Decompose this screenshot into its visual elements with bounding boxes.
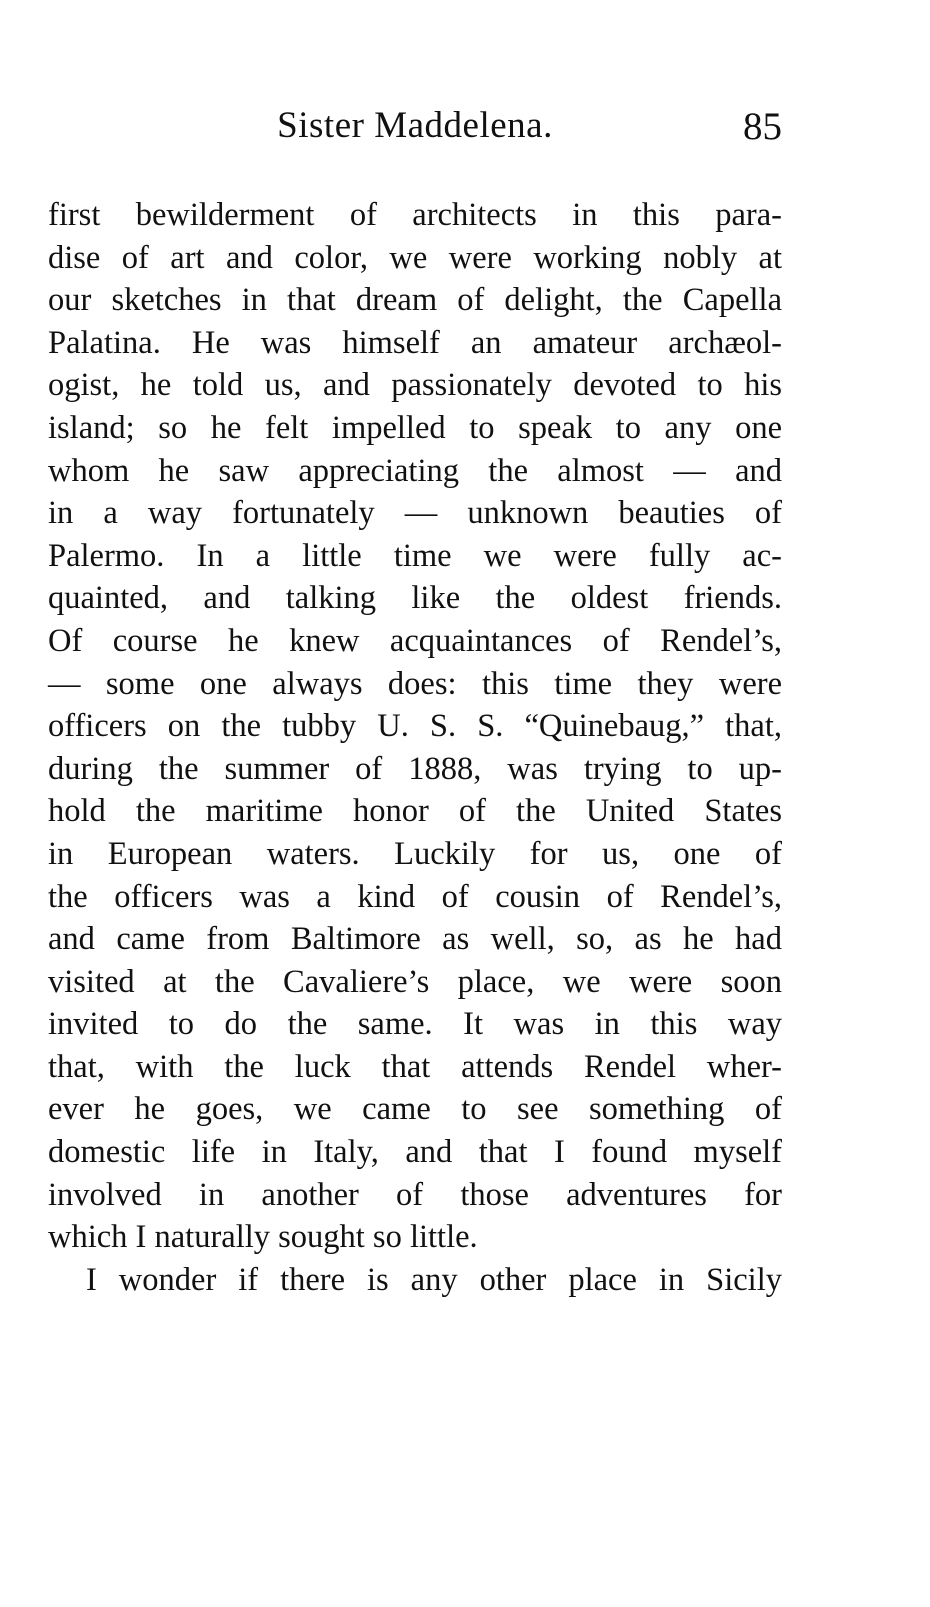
text-line: the officers was a kind of cousin of Rendel’s, bbox=[48, 878, 782, 915]
text-line: first bewilderment of architects in this para- bbox=[48, 197, 782, 233]
text-line: in European waters. Luckily for us, one of bbox=[48, 835, 782, 872]
text-line: island; so he felt impelled to speak to any one bbox=[48, 409, 782, 446]
page-number: 85 bbox=[743, 105, 782, 148]
text-line: our sketches in that dream of delight, the Capella bbox=[48, 282, 782, 319]
text-line: ogist, he told us, and passionately devoted to his bbox=[48, 367, 782, 404]
text-line: visited at the Cavaliere’s place, we were soon bbox=[48, 963, 782, 1000]
running-head bbox=[48, 104, 782, 164]
text-line: dise of art and color, we were working nobly at bbox=[48, 239, 782, 276]
text-line: officers on the tubby U. S. S. “Quinebaug,” that, bbox=[48, 708, 782, 745]
text-line: during the summer of 1888, was trying to up- bbox=[48, 750, 782, 787]
paragraph-first-line: I wonder if there is any other place in Sicily bbox=[86, 1261, 782, 1298]
text-line: involved in another of those adventures for bbox=[48, 1176, 782, 1213]
text-line: — some one always does: this time they were bbox=[48, 665, 782, 702]
text-line: domestic life in Italy, and that I found myself bbox=[48, 1134, 782, 1171]
text-line: whom he saw appreciating the almost — and bbox=[48, 452, 782, 489]
text-line: Palermo. In a little time we were fully ac- bbox=[48, 537, 782, 574]
paragraph-end-line: which I naturally sought so little. bbox=[48, 1219, 478, 1256]
text-line: invited to do the same. It was in this way bbox=[48, 1006, 782, 1043]
text-line: quainted, and talking like the oldest friends. bbox=[48, 580, 782, 617]
text-line: ever he goes, we came to see something of bbox=[48, 1091, 782, 1128]
text-line: that, with the luck that attends Rendel wher- bbox=[48, 1048, 782, 1085]
body-text bbox=[48, 194, 782, 1301]
text-line: Palatina. He was himself an amateur archæol- bbox=[48, 324, 782, 361]
text-line: hold the maritime honor of the United States bbox=[48, 793, 782, 830]
running-head-title: Sister Maddelena. bbox=[277, 105, 553, 146]
text-line: and came from Baltimore as well, so, as he had bbox=[48, 921, 782, 958]
text-line: in a way fortunately — unknown beauties of bbox=[48, 495, 782, 532]
text-line: Of course he knew acquaintances of Rendel’s, bbox=[48, 622, 782, 659]
